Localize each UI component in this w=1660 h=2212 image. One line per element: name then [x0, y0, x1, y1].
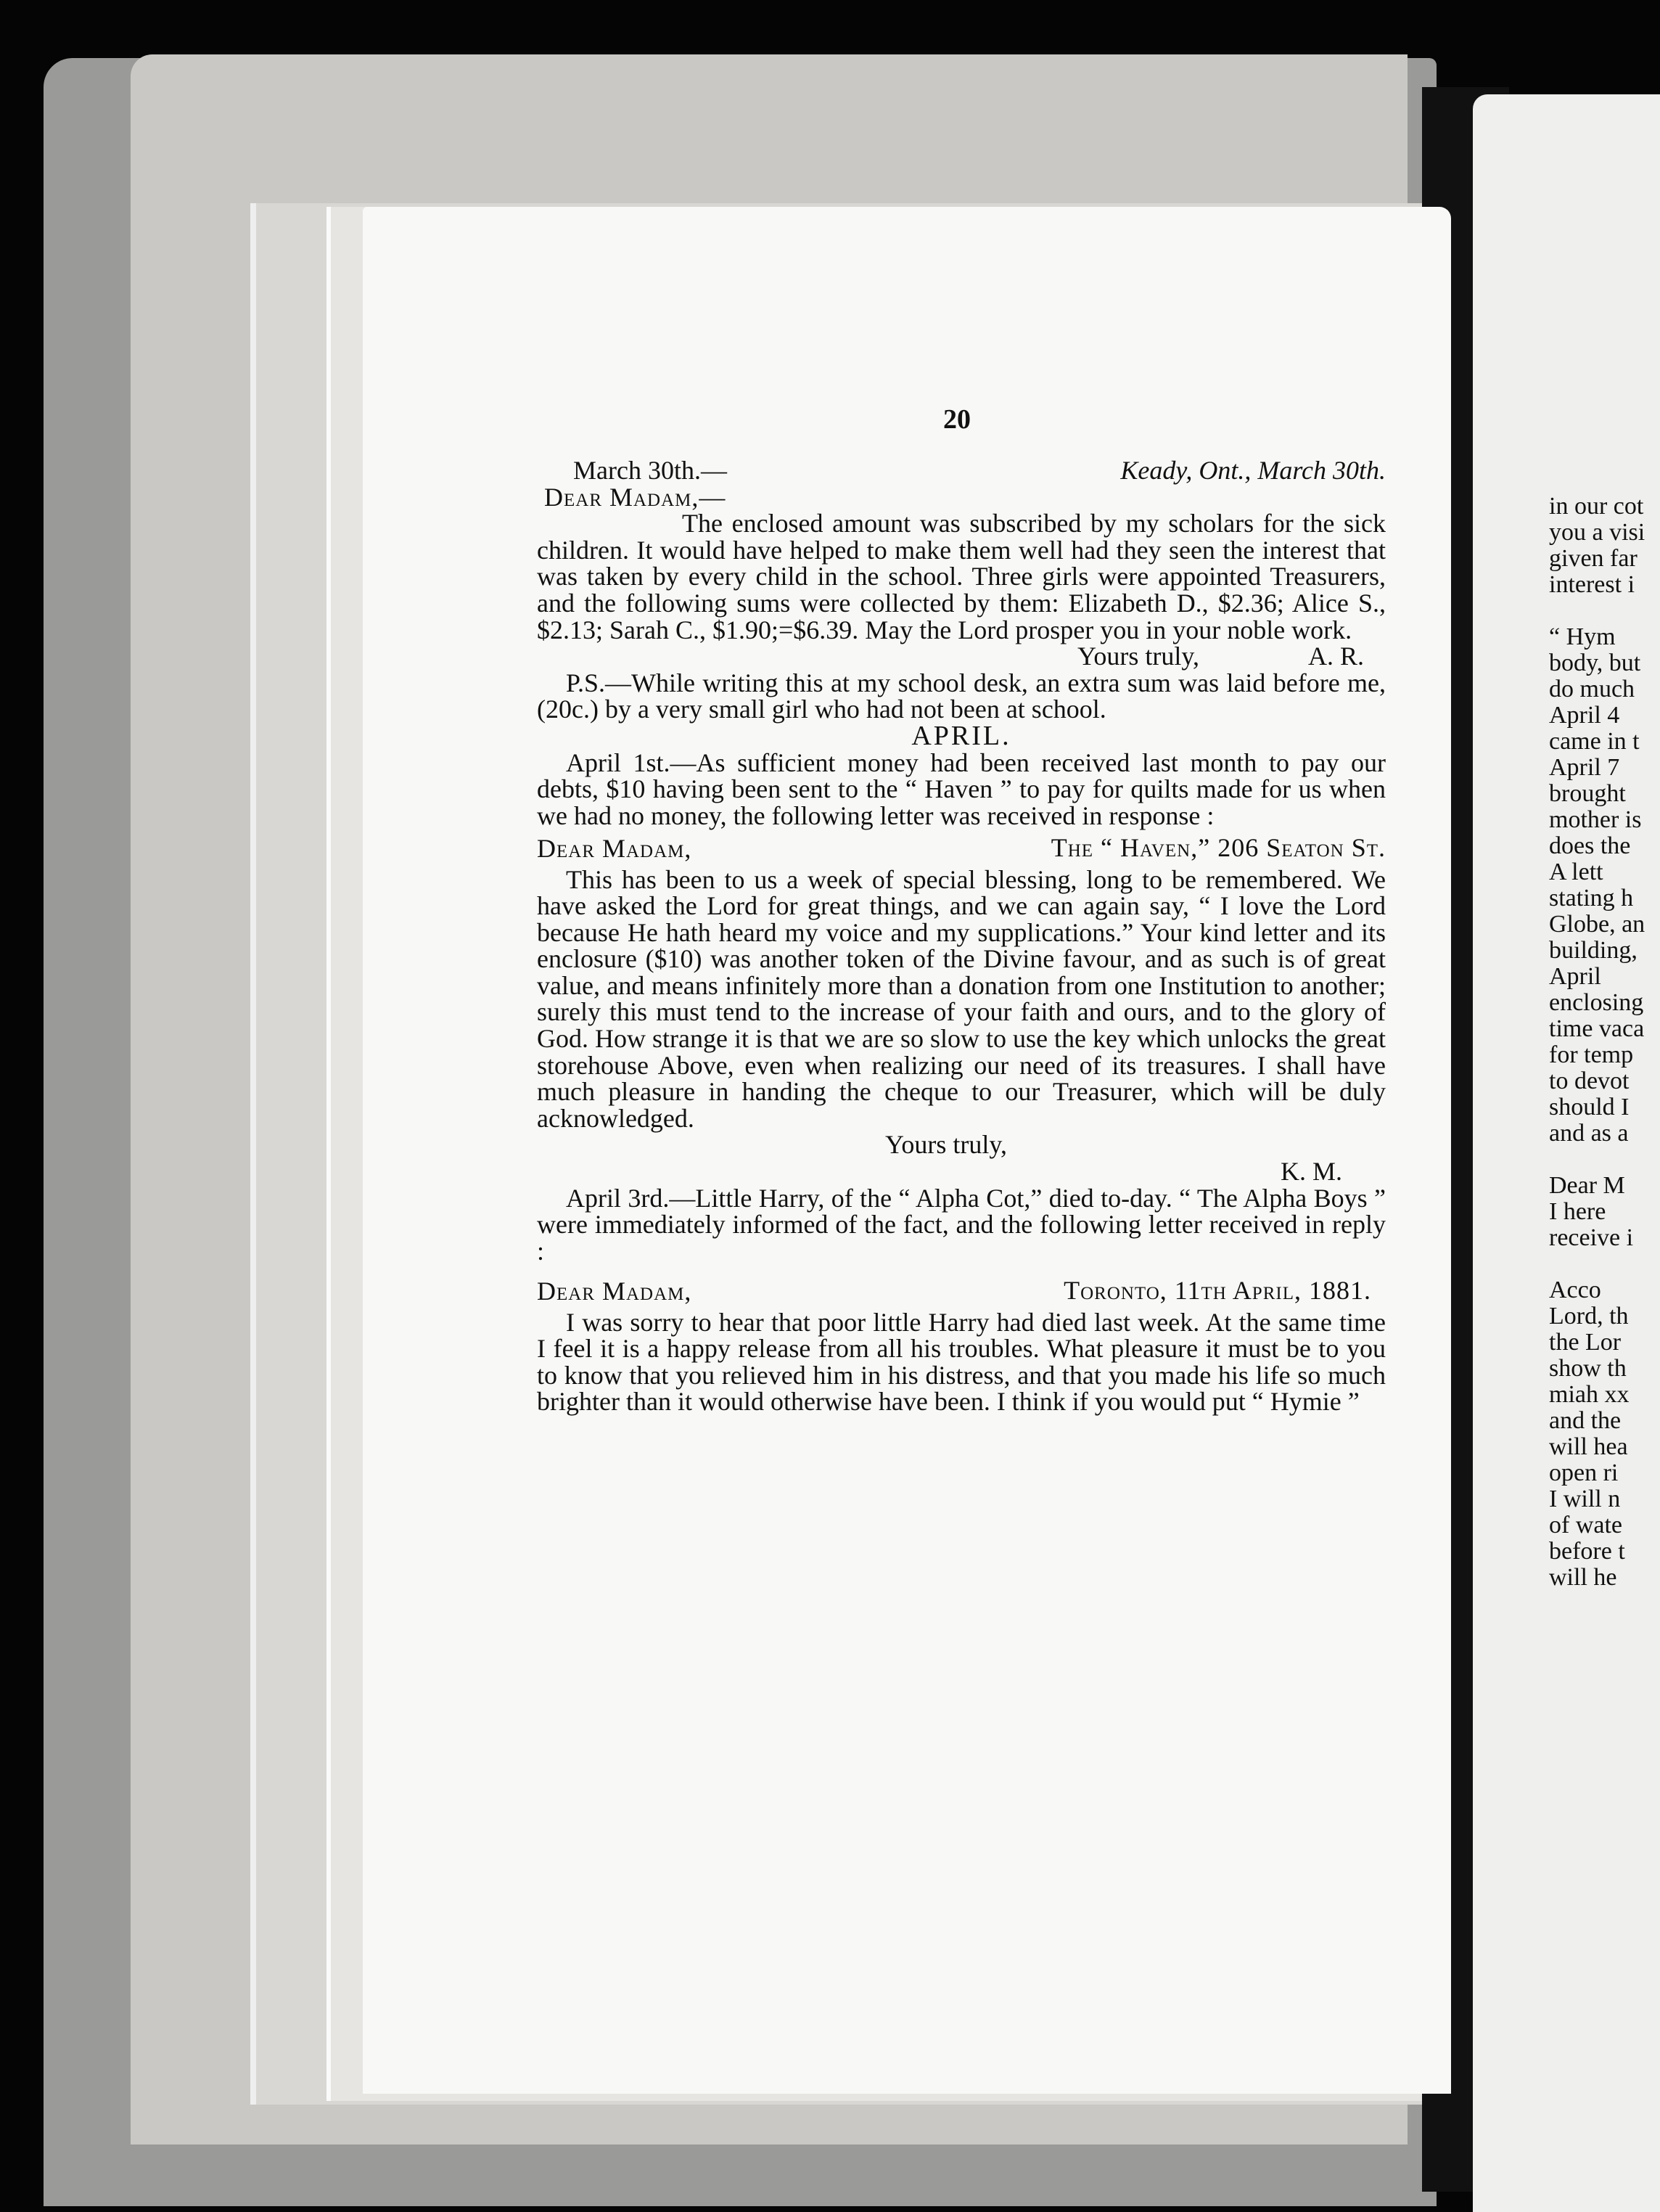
adjacent-line: I here — [1549, 1198, 1606, 1225]
adjacent-line — [1549, 1251, 1660, 1277]
adjacent-line: you a visi — [1549, 519, 1645, 546]
letter1-body: The enclosed amount was subscribed by my scholars for the sick children. It would have helped to make them well had they seen the interest that was taken by every child in the school. Three girls were appointed Treasurers, and the following sums were collected by them: Elizabeth D., $2.36; Alice S., $2.13; Sarah C., $1.90;=$6.39. May the Lord prosper you in your noble work. — [537, 509, 1386, 644]
page-number: 20 — [943, 404, 971, 435]
adjacent-line: April 7 — [1549, 754, 1620, 781]
date-line: March 30th.— — [573, 456, 727, 485]
letter2-address: The “ Haven,” 206 Seaton St. — [1051, 833, 1386, 863]
adjacent-line: Lord, th — [1549, 1303, 1629, 1330]
adjacent-line: body, but — [1549, 650, 1641, 676]
letter3-place-date: Toronto, 11th April, 1881. — [1064, 1276, 1371, 1306]
letter2-closing: Yours truly, — [885, 1130, 1008, 1160]
letter2-signature: K. M. — [1280, 1157, 1342, 1187]
adjacent-line: stating h — [1549, 885, 1634, 912]
letter3-salutation: Dear Madam, — [537, 1277, 692, 1306]
letter1-salutation: Dear Madam,— — [544, 482, 726, 512]
adjacent-line: Globe, an — [1549, 911, 1645, 938]
entry-april-1: April 1st.—As sufficient money had been received last month to pay our debts, $10 having been sent to the “ Haven ” to pay for quilts made for us when we had no money, the following letter was received in response : — [537, 747, 1386, 830]
adjacent-line: interest i — [1549, 571, 1635, 598]
adjacent-line: before t — [1549, 1538, 1625, 1565]
adjacent-line: does the — [1549, 832, 1631, 859]
adjacent-line: will he — [1549, 1564, 1617, 1591]
adjacent-line: show th — [1549, 1355, 1627, 1382]
page-text — [537, 457, 1386, 1415]
adjacent-line: to devot — [1549, 1068, 1630, 1094]
adjacent-line: and as a — [1549, 1120, 1629, 1147]
letter1-place-date: Keady, Ont., March 30th. — [1120, 456, 1386, 485]
adjacent-line: enclosing — [1549, 989, 1644, 1016]
adjacent-line: A lett — [1549, 859, 1603, 885]
adjacent-line: receive i — [1549, 1224, 1634, 1251]
adjacent-line: in our cot — [1549, 493, 1644, 520]
entry-april-3: April 3rd.—Little Harry, of the “ Alpha Cot,” died to-day. “ The Alpha Boys ” were immediately informed of the fact, and the following letter received in reply : — [537, 1183, 1386, 1266]
adjacent-line: brought — [1549, 780, 1626, 807]
adjacent-line: building, — [1549, 937, 1638, 964]
letter1-closing: Yours truly, — [1077, 642, 1199, 671]
adjacent-line: Dear M — [1549, 1172, 1625, 1199]
adjacent-line: Acco — [1549, 1277, 1601, 1303]
dateline-row — [537, 457, 1386, 484]
letter2-body: This has been to us a week of special blessing, long to be remembered. We have asked the Lord for great things, and we can again say, “ I love the Lord because He hath heard my voice and my supplications.” Your kind letter and its enclosure ($10) was another token of the Divine favour, and as such is of great value, and means infinitely more than a donation from one Institution to another; surely this must tend to the increase of your faith and ours, and to the glory of God. How strange it is that we are so slow to use the key which unlocks the great storehouse Above, even when realizing our need of its treasures. I shall have much pleasure in handing the cheque to our Treasurer, which will be duly acknowledged. — [537, 864, 1386, 1133]
adjacent-page-text — [1549, 493, 1660, 1591]
adjacent-line: do much — [1549, 676, 1635, 702]
letter2-salutation: Dear Madam, — [537, 833, 692, 863]
adjacent-line: and the — [1549, 1407, 1622, 1434]
adjacent-line: of wate — [1549, 1512, 1623, 1539]
adjacent-line: time vaca — [1549, 1015, 1645, 1042]
adjacent-line: mother is — [1549, 806, 1642, 833]
adjacent-line: the Lor — [1549, 1329, 1622, 1356]
adjacent-line: will hea — [1549, 1433, 1628, 1460]
letter1-ps: P.S.—While writing this at my school desk, an extra sum was laid before me, (20c.) by a very small girl who had not been at school. — [537, 668, 1386, 724]
letter1-signoff — [537, 643, 1386, 670]
adjacent-line: “ Hym — [1549, 623, 1616, 650]
adjacent-line: April — [1549, 963, 1601, 990]
adjacent-line: open ri — [1549, 1459, 1619, 1486]
adjacent-line — [1549, 598, 1660, 624]
adjacent-line: should I — [1549, 1094, 1630, 1121]
adjacent-line: miah xx — [1549, 1381, 1630, 1408]
adjacent-line: April 4 — [1549, 702, 1620, 729]
adjacent-line: given far — [1549, 545, 1638, 572]
adjacent-line — [1549, 1147, 1660, 1173]
section-heading-april: APRIL. — [911, 720, 1011, 751]
adjacent-line: for temp — [1549, 1041, 1634, 1068]
adjacent-line: came in t — [1549, 728, 1640, 755]
letter3-body: I was sorry to hear that poor little Harry had died last week. At the same time I feel it is a happy release from all his troubles. What pleasure it must be to you to know that you relieved him in his distress, and that you made his life so much brighter than it would otherwise have been. I think if you would put “ Hymie ” — [537, 1307, 1386, 1417]
adjacent-line: I will n — [1549, 1486, 1621, 1512]
letter1-signature: A. R. — [1307, 642, 1364, 671]
